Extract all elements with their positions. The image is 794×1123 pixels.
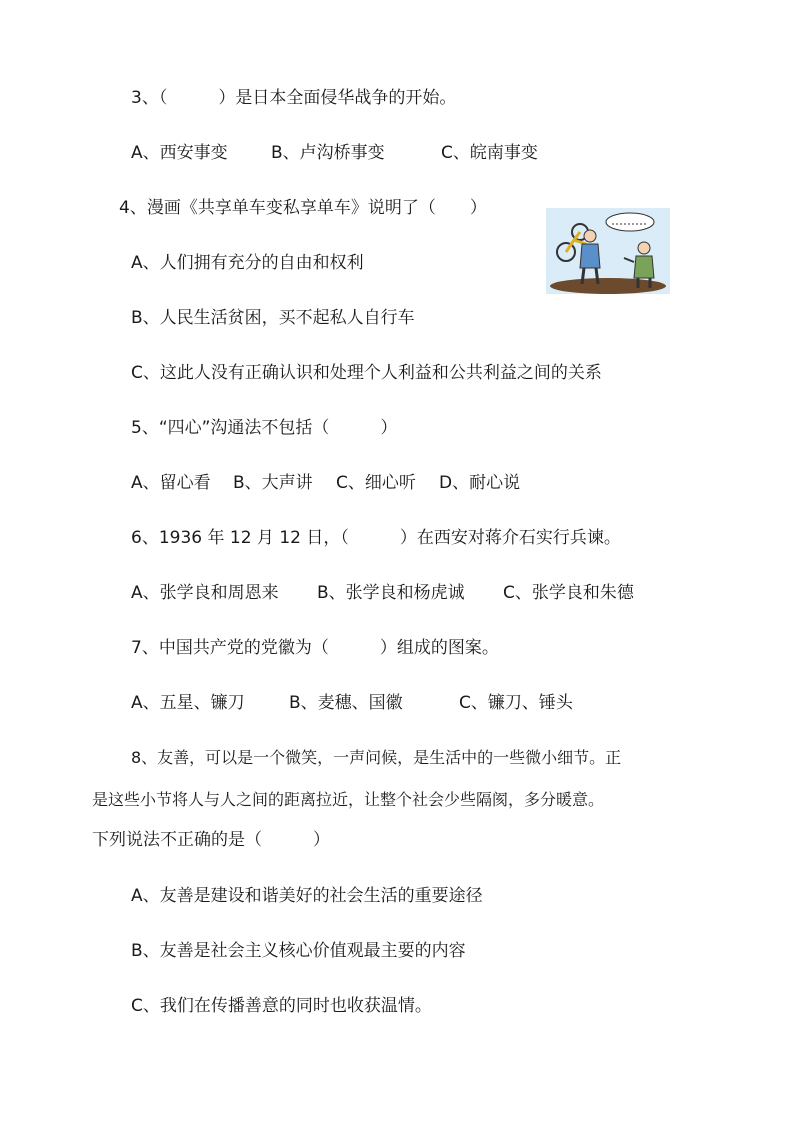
question-3-option-b: B、卢沟桥事变 bbox=[271, 143, 385, 163]
question-7-option-b: B、麦穗、国徽 bbox=[289, 693, 403, 713]
question-3-option-c: C、皖南事变 bbox=[441, 143, 538, 163]
question-6-options bbox=[131, 581, 634, 605]
question-4-stem: 4、漫画《共享单车变私享单车》说明了（ ） bbox=[119, 198, 487, 218]
question-8-stem-line-1: 8、友善，可以是一个微笑，一声问候，是生活中的一些微小细节。正 bbox=[131, 748, 622, 767]
person-head-icon bbox=[584, 230, 596, 242]
question-8-option-a: A、友善是建设和谐美好的社会生活的重要途径 bbox=[131, 886, 483, 906]
person-head-icon bbox=[638, 242, 650, 254]
person-body-icon bbox=[634, 256, 654, 278]
question-8-option-c: C、我们在传播善意的同时也收获温情。 bbox=[131, 996, 432, 1016]
question-3-option-a: A、西安事变 bbox=[131, 143, 228, 163]
question-8-stem-line-3: 下列说法不正确的是（ ） bbox=[92, 830, 330, 850]
question-5-stem: 5、“四心”沟通法不包括（ ） bbox=[131, 418, 398, 438]
question-5-option-c: C、细心听 bbox=[336, 473, 416, 493]
question-5-option-d: D、耐心说 bbox=[439, 473, 521, 493]
question-6-stem: 6、1936 年 12 月 12 日，（ ）在西安对蒋介石实行兵谏。 bbox=[131, 528, 621, 548]
question-5-options bbox=[131, 471, 520, 495]
question-6-option-a: A、张学良和周恩来 bbox=[131, 583, 279, 603]
question-5-option-b: B、大声讲 bbox=[233, 473, 313, 493]
question-7-stem: 7、中国共产党的党徽为（ ）组成的图案。 bbox=[131, 638, 499, 658]
question-6-option-b: B、张学良和杨虎诚 bbox=[317, 583, 465, 603]
question-4-option-a: A、人们拥有充分的自由和权利 bbox=[131, 253, 364, 273]
question-7-options bbox=[131, 691, 573, 715]
question-8-stem-line-2: 是这些小节将人与人之间的距离拉近，让整个社会少些隔阂，多分暖意。 bbox=[92, 790, 605, 809]
question-6-option-c: C、张学良和朱德 bbox=[503, 583, 634, 603]
speech-bubble-icon bbox=[606, 213, 654, 231]
question-4-option-b: B、人民生活贫困，买不起私人自行车 bbox=[131, 308, 415, 328]
question-4-option-c: C、这此人没有正确认识和处理个人利益和公共利益之间的关系 bbox=[131, 363, 602, 383]
question-5-option-a: A、留心看 bbox=[131, 473, 211, 493]
shared-bike-cartoon-image bbox=[546, 208, 670, 294]
person-body-icon bbox=[580, 244, 600, 268]
question-7-option-c: C、镰刀、锤头 bbox=[459, 693, 573, 713]
question-7-option-a: A、五星、镰刀 bbox=[131, 693, 245, 713]
question-3-options bbox=[131, 141, 538, 165]
question-8-option-b: B、友善是社会主义核心价值观最主要的内容 bbox=[131, 941, 466, 961]
question-3-stem: 3、（ ）是日本全面侵华战争的开始。 bbox=[131, 88, 457, 108]
